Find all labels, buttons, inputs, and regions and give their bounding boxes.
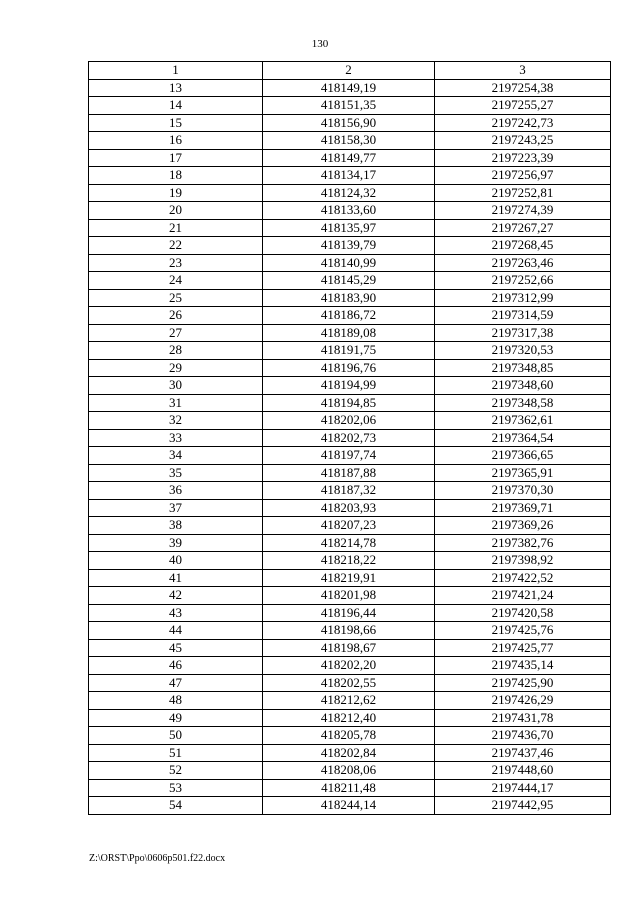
table-row — [89, 254, 611, 272]
table-row — [89, 744, 611, 762]
y-coordinate-cell: 2197274,39 — [435, 202, 611, 220]
x-coordinate-cell: 418207,23 — [263, 517, 435, 535]
x-coordinate-cell: 418149,77 — [263, 149, 435, 167]
table-row — [89, 114, 611, 132]
table-header-row — [89, 62, 611, 80]
table-row — [89, 552, 611, 570]
point-number-cell: 43 — [89, 604, 263, 622]
point-number-cell: 37 — [89, 499, 263, 517]
y-coordinate-cell: 2197242,73 — [435, 114, 611, 132]
point-number-cell: 26 — [89, 307, 263, 325]
x-coordinate-cell: 418218,22 — [263, 552, 435, 570]
point-number-cell: 35 — [89, 464, 263, 482]
table-row — [89, 429, 611, 447]
x-coordinate-cell: 418219,91 — [263, 569, 435, 587]
y-coordinate-cell: 2197348,85 — [435, 359, 611, 377]
y-coordinate-cell: 2197442,95 — [435, 797, 611, 815]
x-coordinate-cell: 418214,78 — [263, 534, 435, 552]
y-coordinate-cell: 2197223,39 — [435, 149, 611, 167]
y-coordinate-cell: 2197365,91 — [435, 464, 611, 482]
table-row — [89, 499, 611, 517]
y-coordinate-cell: 2197421,24 — [435, 587, 611, 605]
table-row — [89, 167, 611, 185]
point-number-cell: 39 — [89, 534, 263, 552]
x-coordinate-cell: 418140,99 — [263, 254, 435, 272]
table-row — [89, 394, 611, 412]
x-coordinate-cell: 418212,40 — [263, 709, 435, 727]
point-number-cell: 31 — [89, 394, 263, 412]
point-number-cell: 30 — [89, 377, 263, 395]
point-number-cell: 33 — [89, 429, 263, 447]
x-coordinate-cell: 418187,88 — [263, 464, 435, 482]
point-number-cell: 45 — [89, 639, 263, 657]
point-number-cell: 15 — [89, 114, 263, 132]
table-row — [89, 272, 611, 290]
x-coordinate-cell: 418203,93 — [263, 499, 435, 517]
table-row — [89, 674, 611, 692]
x-coordinate-cell: 418124,32 — [263, 184, 435, 202]
y-coordinate-cell: 2197437,46 — [435, 744, 611, 762]
y-coordinate-cell: 2197369,26 — [435, 517, 611, 535]
y-coordinate-cell: 2197435,14 — [435, 657, 611, 675]
point-number-cell: 38 — [89, 517, 263, 535]
x-coordinate-cell: 418194,99 — [263, 377, 435, 395]
y-coordinate-cell: 2197425,76 — [435, 622, 611, 640]
table-row — [89, 342, 611, 360]
table-row — [89, 569, 611, 587]
x-coordinate-cell: 418139,79 — [263, 237, 435, 255]
table-row — [89, 289, 611, 307]
x-coordinate-cell: 418196,44 — [263, 604, 435, 622]
x-coordinate-cell: 418202,55 — [263, 674, 435, 692]
x-coordinate-cell: 418198,66 — [263, 622, 435, 640]
point-number-cell: 54 — [89, 797, 263, 815]
x-coordinate-cell: 418205,78 — [263, 727, 435, 745]
point-number-cell: 21 — [89, 219, 263, 237]
x-coordinate-cell: 418134,17 — [263, 167, 435, 185]
y-coordinate-cell: 2197348,60 — [435, 377, 611, 395]
y-coordinate-cell: 2197436,70 — [435, 727, 611, 745]
point-number-cell: 46 — [89, 657, 263, 675]
table-row — [89, 622, 611, 640]
table-row — [89, 237, 611, 255]
table-row — [89, 604, 611, 622]
y-coordinate-cell: 2197254,38 — [435, 79, 611, 97]
x-coordinate-cell: 418133,60 — [263, 202, 435, 220]
point-number-cell: 17 — [89, 149, 263, 167]
y-coordinate-cell: 2197364,54 — [435, 429, 611, 447]
table-row — [89, 657, 611, 675]
y-coordinate-cell: 2197420,58 — [435, 604, 611, 622]
y-coordinate-cell: 2197312,99 — [435, 289, 611, 307]
point-number-cell: 53 — [89, 779, 263, 797]
file-path-footer: Z:\ORST\Ppo\0606p501.f22.docx — [89, 853, 226, 864]
y-coordinate-cell: 2197431,78 — [435, 709, 611, 727]
table-row — [89, 307, 611, 325]
x-coordinate-cell: 418208,06 — [263, 762, 435, 780]
x-coordinate-cell: 418191,75 — [263, 342, 435, 360]
point-number-cell: 18 — [89, 167, 263, 185]
y-coordinate-cell: 2197362,61 — [435, 412, 611, 430]
y-coordinate-cell: 2197366,65 — [435, 447, 611, 465]
point-number-cell: 22 — [89, 237, 263, 255]
coordinates-table — [88, 61, 611, 815]
point-number-cell: 13 — [89, 79, 263, 97]
y-coordinate-cell: 2197348,58 — [435, 394, 611, 412]
x-coordinate-cell: 418186,72 — [263, 307, 435, 325]
x-coordinate-cell: 418198,67 — [263, 639, 435, 657]
table-row — [89, 709, 611, 727]
x-coordinate-cell: 418202,73 — [263, 429, 435, 447]
y-coordinate-cell: 2197426,29 — [435, 692, 611, 710]
table-row — [89, 184, 611, 202]
table-row — [89, 202, 611, 220]
y-coordinate-cell: 2197268,45 — [435, 237, 611, 255]
point-number-cell: 25 — [89, 289, 263, 307]
table-row — [89, 762, 611, 780]
point-number-cell: 16 — [89, 132, 263, 150]
page-number: 130 — [311, 38, 329, 50]
table-row — [89, 639, 611, 657]
table-row — [89, 324, 611, 342]
point-number-cell: 51 — [89, 744, 263, 762]
x-coordinate-cell: 418196,76 — [263, 359, 435, 377]
y-coordinate-cell: 2197382,76 — [435, 534, 611, 552]
x-coordinate-cell: 418156,90 — [263, 114, 435, 132]
x-coordinate-cell: 418201,98 — [263, 587, 435, 605]
point-number-cell: 50 — [89, 727, 263, 745]
y-coordinate-cell: 2197398,92 — [435, 552, 611, 570]
y-coordinate-cell: 2197422,52 — [435, 569, 611, 587]
x-coordinate-cell: 418145,29 — [263, 272, 435, 290]
table-row — [89, 797, 611, 815]
x-coordinate-cell: 418212,62 — [263, 692, 435, 710]
y-coordinate-cell: 2197370,30 — [435, 482, 611, 500]
table-row — [89, 587, 611, 605]
x-coordinate-cell: 418189,08 — [263, 324, 435, 342]
point-number-cell: 44 — [89, 622, 263, 640]
y-coordinate-cell: 2197448,60 — [435, 762, 611, 780]
point-number-cell: 19 — [89, 184, 263, 202]
table-row — [89, 412, 611, 430]
table-row — [89, 132, 611, 150]
x-coordinate-cell: 418211,48 — [263, 779, 435, 797]
table-row — [89, 779, 611, 797]
column-header-3: 3 — [435, 62, 611, 80]
x-coordinate-cell: 418135,97 — [263, 219, 435, 237]
x-coordinate-cell: 418202,20 — [263, 657, 435, 675]
x-coordinate-cell: 418187,32 — [263, 482, 435, 500]
y-coordinate-cell: 2197425,77 — [435, 639, 611, 657]
point-number-cell: 23 — [89, 254, 263, 272]
table-row — [89, 149, 611, 167]
column-header-2: 2 — [263, 62, 435, 80]
point-number-cell: 41 — [89, 569, 263, 587]
point-number-cell: 28 — [89, 342, 263, 360]
x-coordinate-cell: 418158,30 — [263, 132, 435, 150]
x-coordinate-cell: 418202,84 — [263, 744, 435, 762]
column-header-1: 1 — [89, 62, 263, 80]
x-coordinate-cell: 418151,35 — [263, 97, 435, 115]
y-coordinate-cell: 2197425,90 — [435, 674, 611, 692]
table-row — [89, 727, 611, 745]
table-row — [89, 97, 611, 115]
y-coordinate-cell: 2197267,27 — [435, 219, 611, 237]
point-number-cell: 42 — [89, 587, 263, 605]
point-number-cell: 34 — [89, 447, 263, 465]
point-number-cell: 32 — [89, 412, 263, 430]
y-coordinate-cell: 2197243,25 — [435, 132, 611, 150]
point-number-cell: 47 — [89, 674, 263, 692]
table-row — [89, 377, 611, 395]
table-row — [89, 692, 611, 710]
table-row — [89, 447, 611, 465]
y-coordinate-cell: 2197444,17 — [435, 779, 611, 797]
y-coordinate-cell: 2197252,66 — [435, 272, 611, 290]
point-number-cell: 52 — [89, 762, 263, 780]
y-coordinate-cell: 2197256,97 — [435, 167, 611, 185]
point-number-cell: 36 — [89, 482, 263, 500]
point-number-cell: 49 — [89, 709, 263, 727]
y-coordinate-cell: 2197314,59 — [435, 307, 611, 325]
table-row — [89, 517, 611, 535]
point-number-cell: 40 — [89, 552, 263, 570]
y-coordinate-cell: 2197255,27 — [435, 97, 611, 115]
point-number-cell: 27 — [89, 324, 263, 342]
table-body — [89, 79, 611, 814]
point-number-cell: 20 — [89, 202, 263, 220]
point-number-cell: 24 — [89, 272, 263, 290]
table-row — [89, 359, 611, 377]
point-number-cell: 48 — [89, 692, 263, 710]
x-coordinate-cell: 418194,85 — [263, 394, 435, 412]
table-row — [89, 464, 611, 482]
table-row — [89, 79, 611, 97]
x-coordinate-cell: 418244,14 — [263, 797, 435, 815]
point-number-cell: 29 — [89, 359, 263, 377]
x-coordinate-cell: 418183,90 — [263, 289, 435, 307]
table-row — [89, 482, 611, 500]
y-coordinate-cell: 2197369,71 — [435, 499, 611, 517]
table-row — [89, 534, 611, 552]
x-coordinate-cell: 418197,74 — [263, 447, 435, 465]
y-coordinate-cell: 2197320,53 — [435, 342, 611, 360]
y-coordinate-cell: 2197263,46 — [435, 254, 611, 272]
x-coordinate-cell: 418149,19 — [263, 79, 435, 97]
y-coordinate-cell: 2197252,81 — [435, 184, 611, 202]
point-number-cell: 14 — [89, 97, 263, 115]
table-row — [89, 219, 611, 237]
y-coordinate-cell: 2197317,38 — [435, 324, 611, 342]
x-coordinate-cell: 418202,06 — [263, 412, 435, 430]
